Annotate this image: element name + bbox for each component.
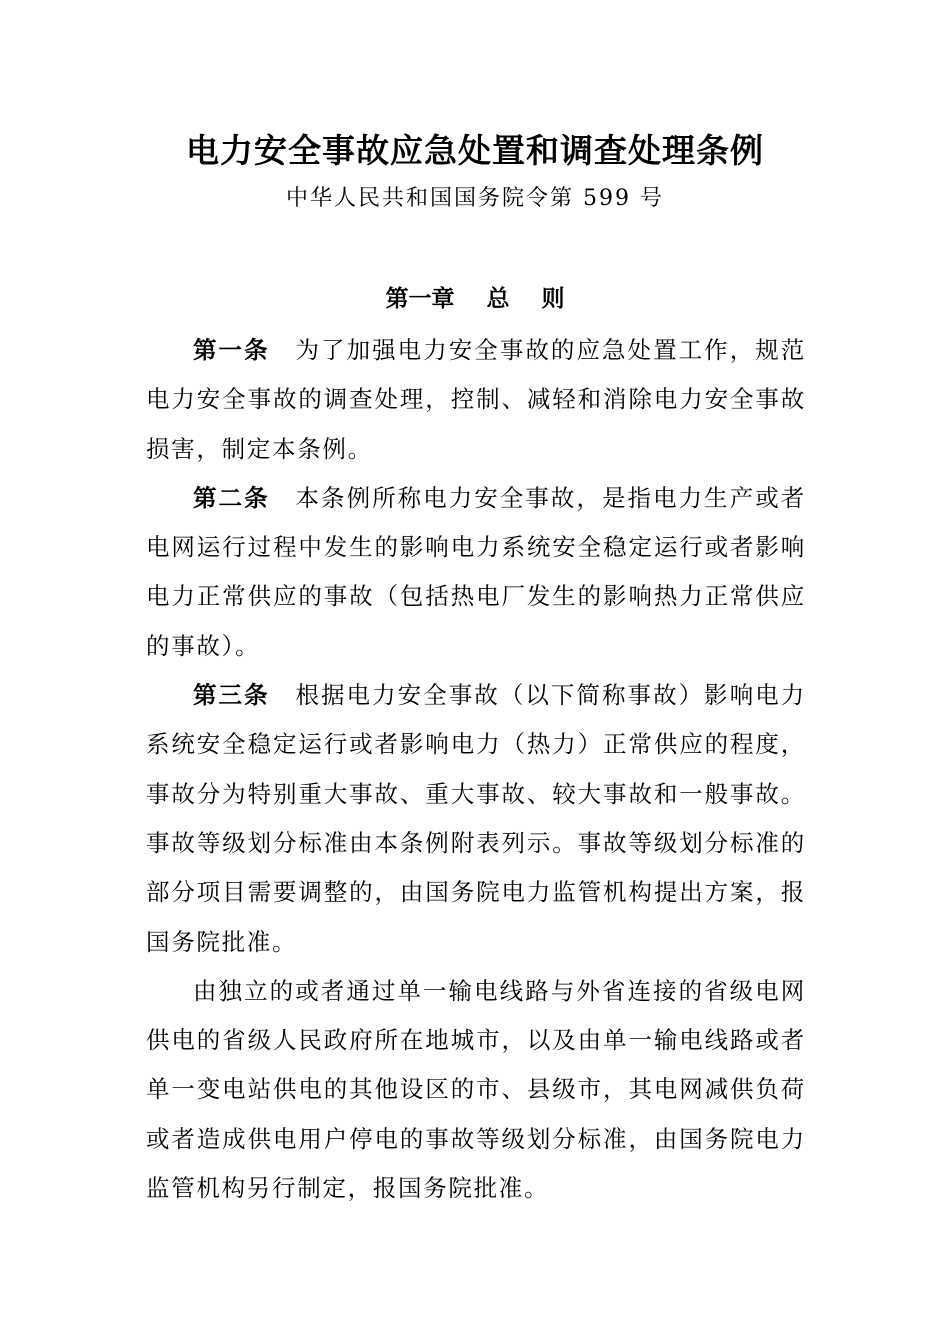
document-title: 电力安全事故应急处置和调查处理条例	[186, 131, 764, 170]
paragraph-text: 由独立的或者通过单一输电线路与外省连接的省级电网供电的省级人民政府所在地城市，以及由单一输电线路或者单一变电站供电的其他设区的市、县级市，其电网减供负荷或者造成供电用户停电的事故等级划分标准，由国务院电力监管机构另行制定，报国务院批准。	[146, 976, 806, 1203]
article-number: 第三条	[193, 681, 270, 710]
article-text: 本条例所称电力安全事故，是指电力生产或者电网运行过程中发生的影响电力系统安全稳定运行或者影响电力正常供应的事故（包括热电厂发生的影响热力正常供应的事故）。	[146, 483, 807, 660]
article-paragraph	[146, 474, 806, 671]
article-number: 第一条	[193, 336, 270, 364]
article-number: 第二条	[193, 483, 270, 512]
continuation-paragraph	[146, 967, 806, 1213]
decree-subtitle: 中华人民共和国国务院令第 599 号	[286, 186, 664, 211]
article-text: 根据电力安全事故（以下简称事故）影响电力系统安全稳定运行或者影响电力（热力）正常供应的程度，事故分为特别重大事故、重大事故、较大事故和一般事故。事故等级划分标准由本条例附表列示。事故等级划分标准的部分项目需要调整的，由国务院电力监管机构提出方案，报国务院批准。	[146, 681, 807, 956]
chapter-heading: 第一章 总 则	[385, 286, 565, 312]
document-body	[146, 326, 806, 1213]
article-paragraph	[146, 326, 806, 474]
article-paragraph	[146, 671, 806, 967]
article-text: 为了加强电力安全事故的应急处置工作，规范电力安全事故的调查处理，控制、减轻和消除电力安全事故损害，制定本条例。	[146, 336, 807, 463]
